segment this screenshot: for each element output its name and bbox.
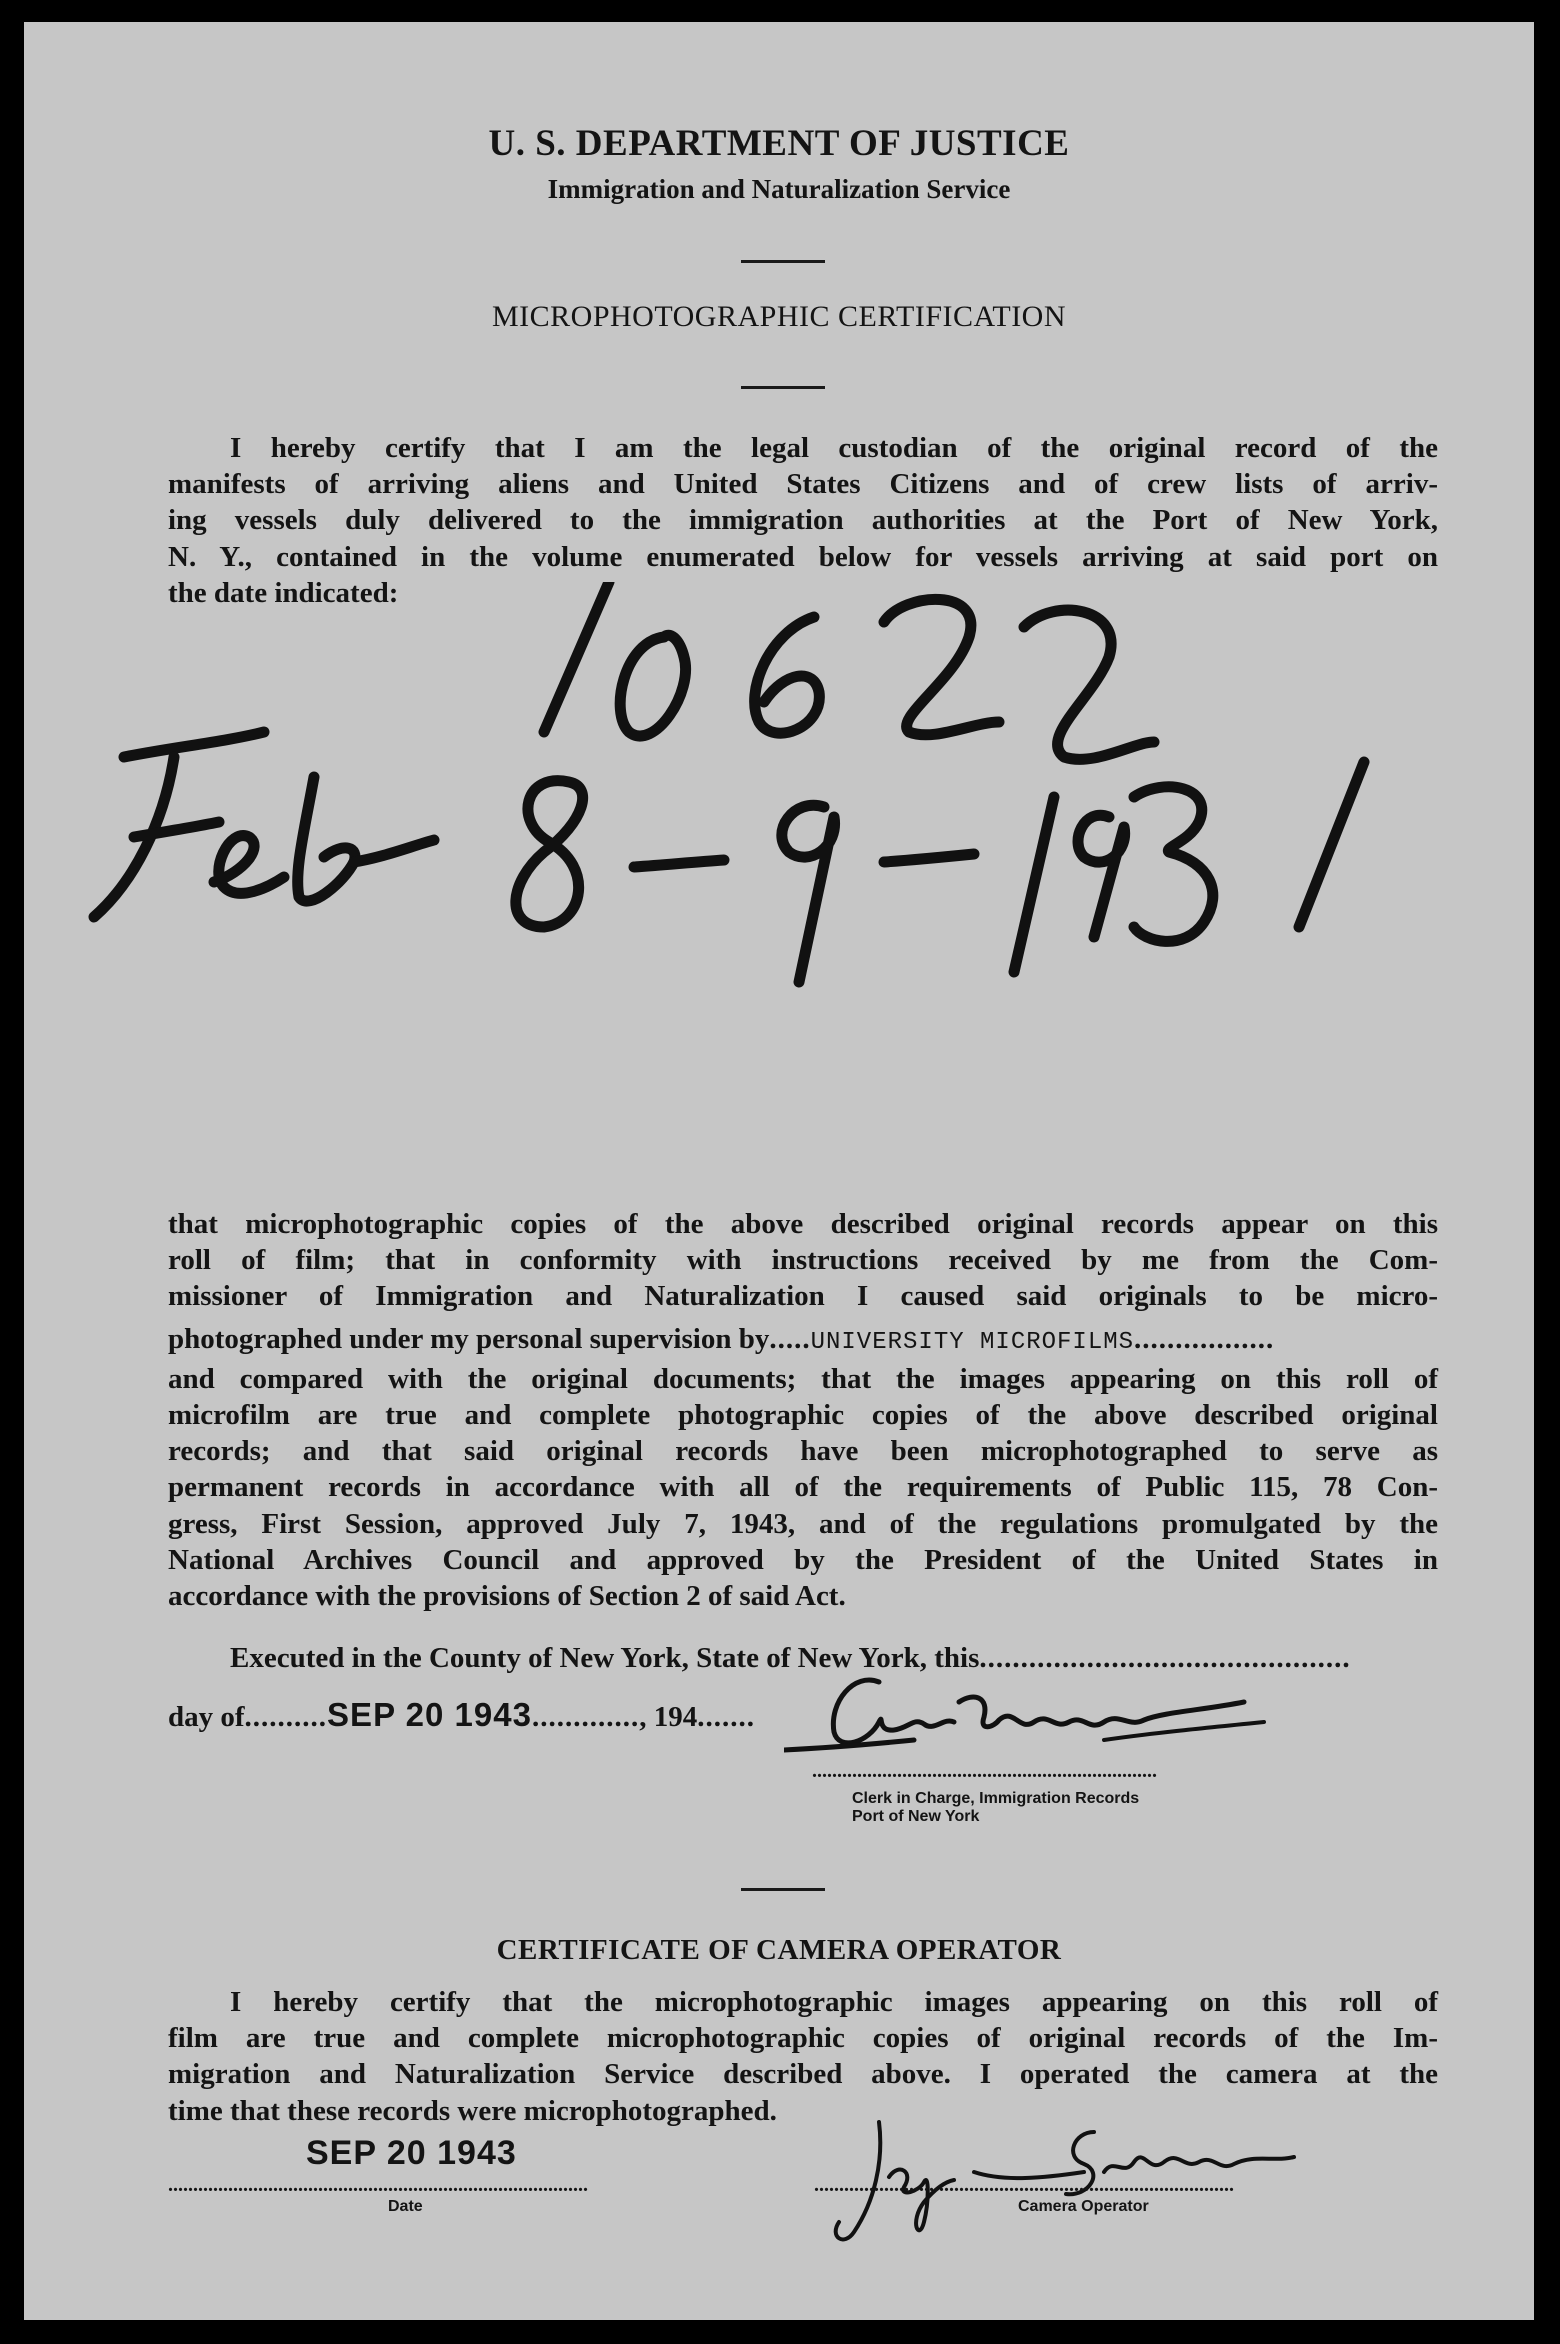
paragraph-line: ing vessels duly delivered to the immigration authorities at the Port of New York,	[168, 504, 1438, 537]
paragraph-line: the date indicated:	[168, 576, 399, 609]
handwritten-dates	[94, 732, 1364, 982]
handwritten-volume-and-dates	[24, 582, 1534, 1002]
supervision-line: photographed under my personal supervision by.....UNIVERSITY MICROFILMS.................	[168, 1322, 1275, 1356]
paragraph-line: missioner of Immigration and Naturalization I caused said originals to be micro-	[168, 1280, 1438, 1313]
divider-2	[741, 386, 825, 389]
copies-paragraph	[168, 1206, 1438, 1614]
clerk-date-stamp: SEP 20 1943	[327, 1696, 532, 1733]
paragraph-line: National Archives Council and approved by the President of the United States in	[168, 1543, 1438, 1576]
paragraph-line: I hereby certify that the microphotographic images appearing on this roll of	[230, 1986, 1438, 2018]
paragraph-line: film are true and complete microphotographic copies of original records of the Im-	[168, 2022, 1438, 2055]
date-label: Date	[388, 2198, 423, 2215]
paragraph-line: N. Y., contained in the volume enumerated below for vessels arriving at said port on	[168, 540, 1438, 573]
microfilmed-by-value: UNIVERSITY MICROFILMS	[810, 1328, 1135, 1356]
paragraph-line: gress, First Session, approved July 7, 1943, and of the regulations promulgated by the	[168, 1507, 1438, 1540]
year-prefix: , 194	[639, 1701, 698, 1733]
day-of-label: day of	[168, 1701, 245, 1733]
paragraph-line: that microphotographic copies of the above described original records appear on this	[168, 1208, 1438, 1240]
paragraph-line: migration and Naturalization Service described above. I operated the camera at the	[168, 2058, 1438, 2091]
camera-certificate-title: CERTIFICATE OF CAMERA OPERATOR	[496, 1934, 1062, 1966]
service-subheading: Immigration and Naturalization Service	[547, 174, 1011, 204]
certificate-page	[24, 22, 1534, 2320]
handwritten-volume-number	[544, 582, 1154, 759]
paragraph-line: and compared with the original documents; that the images appearing on this roll of	[168, 1362, 1438, 1395]
clerk-signature-line: .....................................................................	[812, 1760, 1157, 1782]
paragraph-line: accordance with the provisions of Section 2 of said Act.	[168, 1580, 846, 1613]
paragraph-line: microfilm are true and complete photographic copies of the above described original	[168, 1399, 1438, 1432]
operator-date-stamp: SEP 20 1943	[306, 2134, 517, 2172]
paragraph-line: time that these records were microphotographed.	[168, 2094, 777, 2127]
supervision-label: photographed under my personal supervision by	[168, 1322, 770, 1355]
department-heading: U. S. DEPARTMENT OF JUSTICE	[488, 123, 1070, 164]
paragraph-line: manifests of arriving aliens and United States Citizens and of crew lists of arriv-	[168, 468, 1438, 501]
divider-3	[741, 1888, 825, 1891]
camera-operator-label: Camera Operator	[1018, 2198, 1149, 2215]
clerk-title-line-2: Port of New York	[852, 1808, 980, 1825]
clerk-title-line-1: Clerk in Charge, Immigration Records	[852, 1790, 1140, 1807]
executed-text: Executed in the County of New York, State of New York, this	[230, 1642, 980, 1674]
executed-line: Executed in the County of New York, State of New York, this.............................................	[230, 1642, 1351, 1674]
paragraph-line: records; and that said original records have been microphotographed to serve as	[168, 1435, 1438, 1468]
paragraph-line: I hereby certify that I am the legal custodian of the original record of the	[230, 432, 1438, 464]
day-of-line: day of..........SEP 20 1943............., 194.......	[168, 1696, 755, 1733]
date-signature-line: ....................................................................................	[168, 2174, 588, 2196]
divider-1	[741, 260, 825, 263]
paragraph-line: permanent records in accordance with all of the requirements of Public 115, 78 Con-	[168, 1471, 1438, 1504]
operator-signature-line: ....................................................................................	[814, 2174, 1234, 2196]
form-title: MICROPHOTOGRAPHIC CERTIFICATION	[491, 300, 1067, 333]
paragraph-line: roll of film; that in conformity with instructions received by me from the Com-	[168, 1244, 1438, 1277]
